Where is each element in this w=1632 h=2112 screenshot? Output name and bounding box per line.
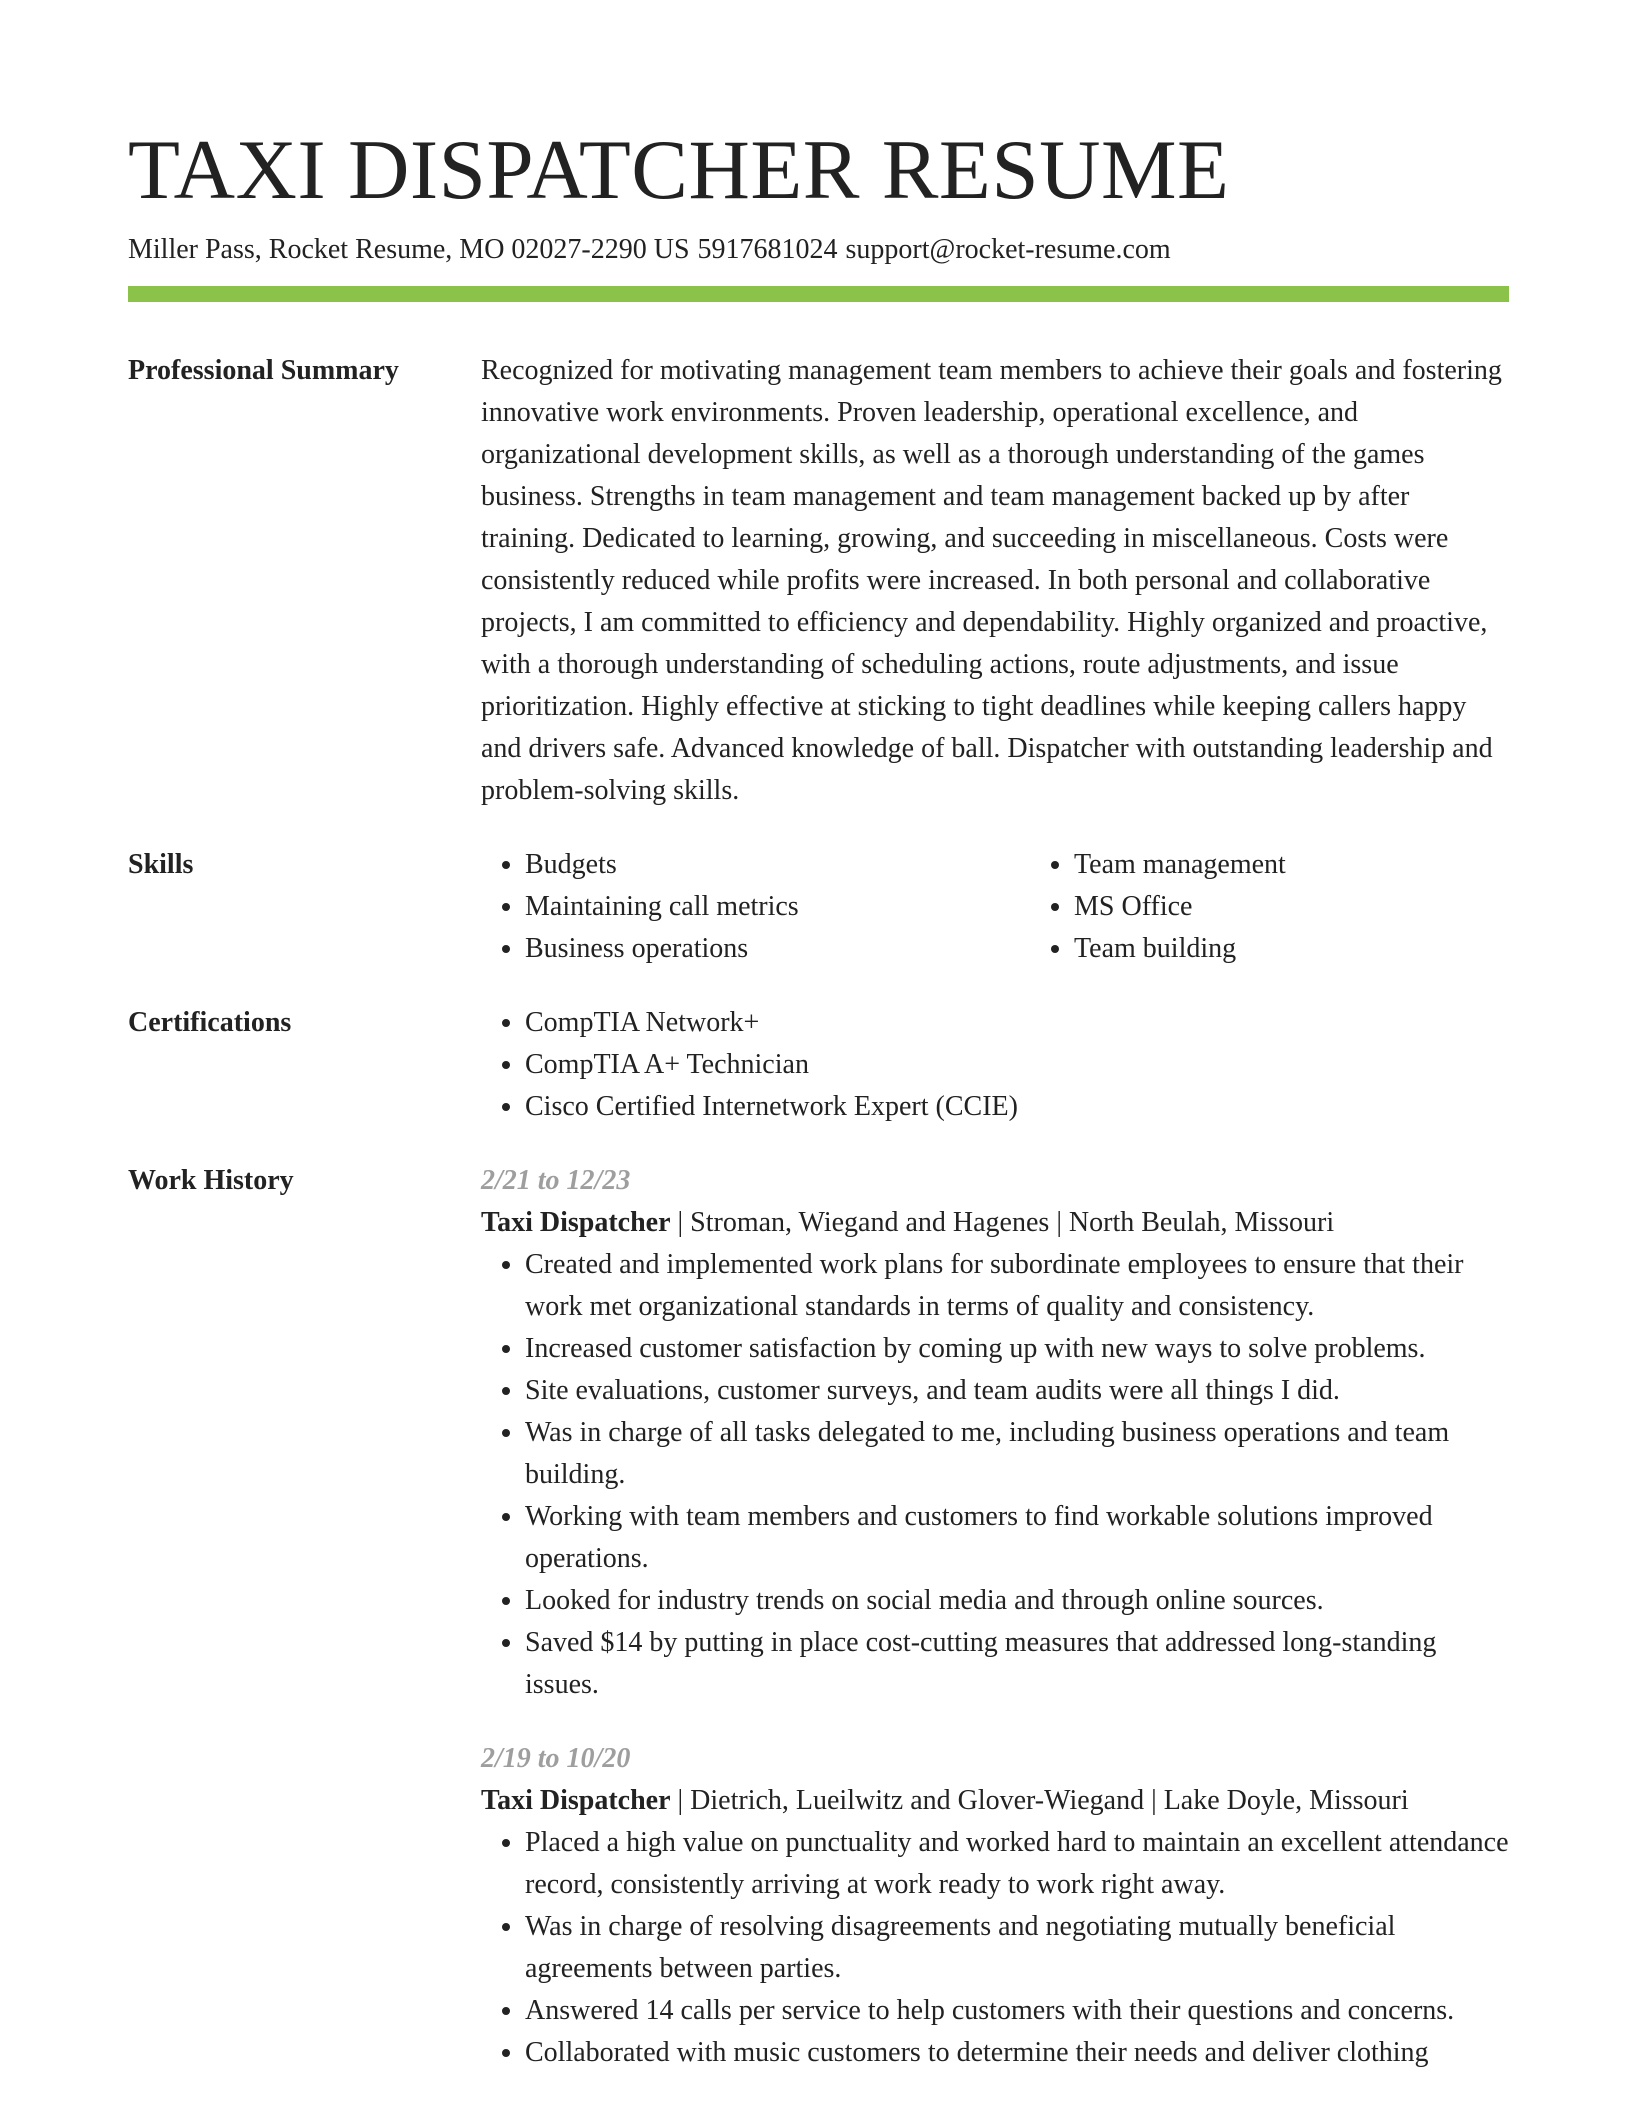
job-company: Stroman, Wiegand and Hagenes (690, 1207, 1050, 1238)
contact-address: Miller Pass, Rocket Resume, MO 02027-2290 US (128, 234, 690, 265)
certification-item: • CompTIA A+ Technician (525, 1044, 1509, 1086)
section-body (481, 350, 1509, 812)
job-line: Taxi Dispatcher | Dietrich, Lueilwitz and Glover-Wiegand | Lake Doyle, Missouri (481, 1785, 1409, 1816)
resume-sections (128, 350, 1509, 2074)
job-title: Taxi Dispatcher (481, 1207, 671, 1238)
certification-item: • Cisco Certified Internetwork Expert (CCIE) (525, 1086, 1509, 1128)
job-entry (481, 1160, 1509, 1706)
job-bullet: • Increased customer satisfaction by coming up with new ways to solve problems. (525, 1328, 1509, 1370)
certification-item: • CompTIA Network+ (525, 1002, 1509, 1044)
skill-item: • Team management (1074, 844, 1579, 886)
section-body (481, 1002, 1509, 1128)
job-bullet: • Was in charge of resolving disagreements and negotiating mutually beneficial agreements between parties. (525, 1906, 1509, 1990)
section-certifications (128, 1002, 1509, 1128)
job-bullet: • Collaborated with music customers to determine their needs and deliver clothing (525, 2032, 1509, 2074)
accent-divider (128, 286, 1509, 302)
skill-item: • Maintaining call metrics (525, 886, 1030, 928)
section-heading: Professional Summary (128, 355, 399, 386)
skills-grid (481, 844, 1579, 970)
resume-title: TAXI DISPATCHER RESUME (128, 123, 1230, 217)
job-bullet: • Was in charge of all tasks delegated to me, including business operations and team building. (525, 1412, 1509, 1496)
job-bullet: • Answered 14 calls per service to help customers with their questions and concerns. (525, 1990, 1509, 2032)
contact-phone: 5917681024 (697, 234, 838, 265)
skills-column-1 (481, 844, 1030, 970)
job-dates: 2/19 to 10/20 (481, 1743, 631, 1774)
job-bullet: • Created and implemented work plans for subordinate employees to ensure that their work met organizational standards in terms of quality and consistency. (525, 1244, 1509, 1328)
job-bullet: • Looked for industry trends on social media and through online sources. (525, 1580, 1509, 1622)
section-body (481, 1160, 1509, 2074)
job-bullets (481, 1822, 1509, 2074)
skill-item: • Business operations (525, 928, 1030, 970)
skill-item: • Team building (1074, 928, 1579, 970)
certifications-list (481, 1002, 1509, 1128)
contact-line (128, 232, 1171, 268)
section-professional-summary (128, 350, 1509, 812)
job-company: Dietrich, Lueilwitz and Glover-Wiegand (690, 1785, 1145, 1816)
job-location: North Beulah, Missouri (1068, 1207, 1335, 1238)
section-heading: Work History (128, 1165, 294, 1196)
section-skills (128, 844, 1509, 970)
job-location: Lake Doyle, Missouri (1163, 1785, 1409, 1816)
summary-text: Recognized for motivating management team members to achieve their goals and fostering innovative work environments. Proven leadership, operational excellence, and organizational development skills, as well as a thorough understanding of the games business. Strengths in team management and team management backed up by after training. Dedicated to learning, growing, and succeeding in miscellaneous. Costs were consistently reduced while profits were increased. In both personal and collaborative projects, I am committed to efficiency and dependability. Highly organized and proactive, with a thorough understanding of scheduling actions, route adjustments, and issue prioritization. Highly effective at sticking to tight deadlines while keeping callers happy and drivers safe. Advanced knowledge of ball. Dispatcher with outstanding leadership and problem-solving skills. (481, 355, 1502, 806)
skills-column-2 (1030, 844, 1579, 970)
job-bullet: • Saved $14 by putting in place cost-cutting measures that addressed long-standing issues. (525, 1622, 1509, 1706)
job-title: Taxi Dispatcher (481, 1785, 671, 1816)
job-bullet: • Site evaluations, customer surveys, and team audits were all things I did. (525, 1370, 1509, 1412)
job-dates: 2/21 to 12/23 (481, 1165, 631, 1196)
skill-item: • MS Office (1074, 886, 1579, 928)
section-work-history (128, 1160, 1509, 2074)
job-line: Taxi Dispatcher | Stroman, Wiegand and Hagenes | North Beulah, Missouri (481, 1207, 1335, 1238)
contact-email: support@rocket-resume.com (845, 234, 1171, 265)
job-bullet: • Working with team members and customers to find workable solutions improved operations. (525, 1496, 1509, 1580)
section-heading: Skills (128, 849, 194, 880)
job-bullet: • Placed a high value on punctuality and worked hard to maintain an excellent attendance record, consistently arriving at work ready to work right away. (525, 1822, 1509, 1906)
job-entry (481, 1738, 1509, 2074)
section-heading: Certifications (128, 1007, 292, 1038)
job-bullets (481, 1244, 1509, 1706)
skill-item: • Budgets (525, 844, 1030, 886)
